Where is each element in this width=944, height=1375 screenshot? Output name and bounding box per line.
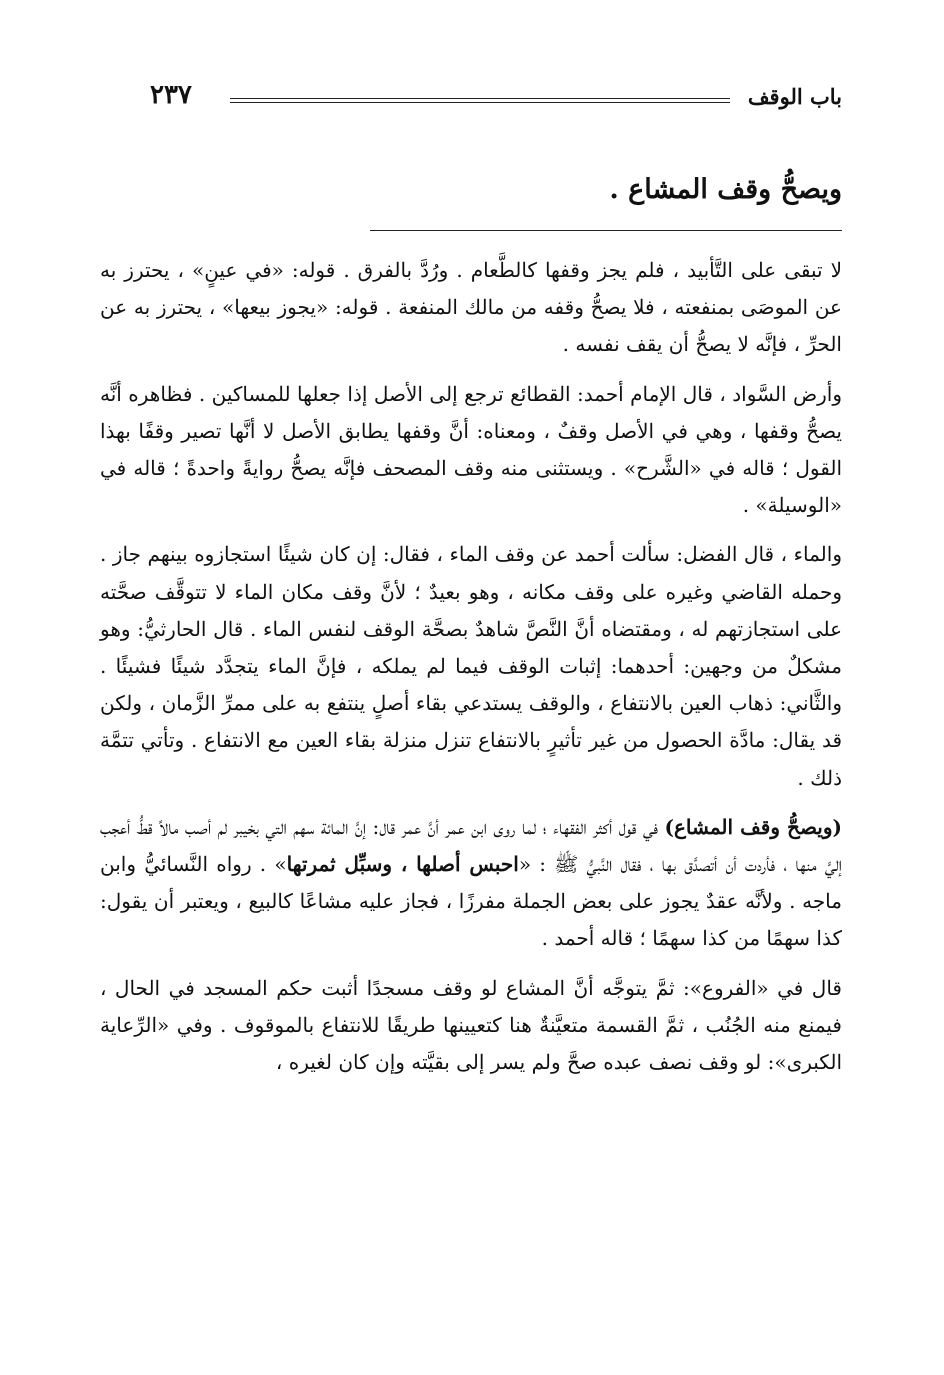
matn-block (100, 168, 842, 212)
matn-text: ويصحُّ وقف المشاع . (609, 174, 842, 205)
paragraph-2: وأرض السَّواد ، قال الإمام أحمد: القطائع ترجع إلى الأصل إذا جعلها للمساكين . فظاهره أنَّه يصحُّ وقفها ، وهي في الأصل وقفٌ ، ومعناه: أنَّ وقفها يطابق الأصل لا أنَّها تصير وقفًا بهذا القول ؛ قاله في «الشَّرح» . ويستثنى منه وقف المصحف فإنَّه يصحُّ روايةً واحدةً ؛ قاله في «الوسيلة» . (100, 381, 843, 518)
paragraph-3: والماء ، قال الفضل: سألت أحمد عن وقف الماء ، فقال: إن كان شيئًا استجازوه بينهم جاز . وحمله القاضي وغيره على وقف مكانه ، وهو بعيدٌ ؛ لأنَّ وقف مكان الماء لا تتوقَّف صحَّته على استجازتهم له ، ومقتضاه أنَّ النَّصَّ شاهدٌ بصحَّة الوقف لنفس الماء . قال الحارثيُّ: وهو مشكلٌ من وجهين: أحدهما: إثبات الوقف فيما لم يملكه ، فإنَّ الماء يتجدَّد شيئًا فشيئًا . والثَّاني: ذهاب العين بالانتفاع ، والوقف يستدعي بقاء أصلٍ ينتفع به على ممرِّ الزَّمان ، ولكن قد يقال: مادَّة الحصول من غير تأثيرٍ بالانتفاع تنزل منزلة بقاء العين مع الانتفاع . وتأتي تتمَّة ذلك . (100, 542, 843, 790)
matn-quote: (ويصحُّ وقف المشاع) (664, 814, 842, 839)
paragraph-4-part-1: في قول أكثر الفقهاء ؛ لما روى ابن عمر أنَّ عمر قال: إنَّ المائة سهم التي بخيبر لم أصب مالاً قطُّ أعجب إليَّ منها ، فأردت أن أتصدَّق بها ، فقال النَّبيُّ ﷺ : « (100, 814, 842, 877)
header-rule (230, 98, 730, 103)
paragraph-4 (100, 809, 842, 958)
chapter-title: باب الوقف (747, 84, 842, 109)
page-number: ٢٣٧ (150, 80, 192, 110)
paragraph-1: لا تبقى على التَّأبيد ، فلم يجز وقفها كالطَّعام . ورُدَّ بالفرق . قوله: «في عينٍ» ، يحترز به عن الموصَى بمنفعته ، فلا يصحُّ وقفه من مالك المنفعة . قوله: «يجوز بيعها» ، يحترز به عن الحرِّ ، فإنَّه لا يصحُّ أن يقف نفسه . (100, 258, 842, 357)
page-header (150, 80, 842, 120)
matn-rule (370, 230, 842, 231)
hadith-quote: احبس أصلها ، وسبِّل ثمرتها (286, 852, 519, 877)
commentary-body (100, 252, 842, 1093)
paragraph-5: قال في «الفروع»: ثمَّ يتوجَّه أنَّ المشاع لو وقف مسجدًا أثبت حكم المسجد في الحال ، فيمنع منه الجُنُب ، ثمَّ القسمة متعيَّنةٌ هنا كتعيينها طريقًا للانتفاع بالموقوف . وفي «الرِّعاية الكبرى»: لو وقف نصف عبده صحَّ ولم يسر إلى بقيَّته وإن كان لغيره ، (100, 975, 842, 1075)
paragraph-4-part-2: » . رواه النَّسائيُّ وابن ماجه . ولأنَّه عقدٌ يجوز على بعض الجملة مفرزًا ، فجاز عليه مشاعًا كالبيع ، ويعتبر أن يقول: كذا سهمًا من كذا سهمًا ؛ قاله أحمد . (100, 852, 842, 951)
